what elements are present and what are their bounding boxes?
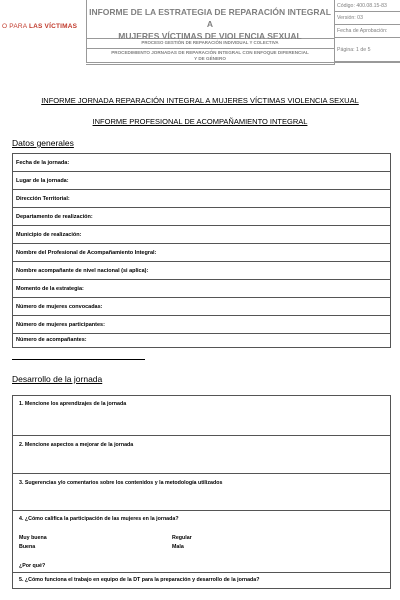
header-page: Página: 1 de 5 (335, 38, 400, 62)
table-row: Fecha de la jornada: (13, 154, 390, 172)
logo (2, 23, 77, 30)
header-divider (86, 62, 400, 63)
logo-strong: LAS VÍCTIMAS (28, 23, 78, 30)
table-row: Dirección Territorial: (13, 190, 390, 208)
option-regular: Regular (172, 535, 192, 541)
logo-cell (0, 0, 87, 62)
document-header (0, 0, 400, 78)
table-row: Número de mujeres convocadas: (13, 298, 390, 316)
header-procedure-line1: PROCEDIMIENTO JORNADAS DE REPARACIÓN INTEGRAL CON ENFOQUE DIFERENCIAL (111, 50, 309, 55)
table-row: Departamento de realización: (13, 208, 390, 226)
option-muy-buena: Muy buena (19, 535, 47, 541)
why-label: ¿Por qué? (19, 563, 46, 569)
question-4-text: 4. ¿Cómo califica la participación de las mujeres en la jornada? (19, 516, 179, 522)
header-title-cell (86, 0, 335, 39)
section-divider (12, 359, 145, 360)
header-process: PROCESO GESTIÓN DE REPARACIÓN INDIVIDUAL Y COLECTIVA (86, 38, 335, 49)
main-title: INFORME JORNADA REPARACIÓN INTEGRAL A MUJERES VÍCTIMAS VIOLENCIA SEXUAL (41, 96, 359, 105)
table-row: Nombre del Profesional de Acompañamiento Integral: (13, 244, 390, 262)
development-section-title: Desarrollo de la jornada (12, 374, 103, 384)
general-data-table (12, 153, 391, 348)
question-4 (13, 511, 390, 573)
table-row: Número de acompañantes: (16, 337, 87, 343)
question-3 (13, 474, 390, 511)
question-1-text: 1. Mencione los aprendizajes de la jornada (19, 401, 127, 407)
header-version: Versión: 03 (335, 12, 400, 25)
table-row: Municipio de realización: (13, 226, 390, 244)
question-2-text: 2. Mencione aspectos a mejorar de la jornada (19, 442, 134, 448)
header-code: Código: 400.08.15-83 (335, 0, 400, 12)
header-title-line1: INFORME DE LA ESTRATEGIA DE REPARACIÓN INTEGRAL A (89, 7, 331, 29)
option-mala: Mala (172, 544, 184, 550)
sub-title: INFORME PROFESIONAL DE ACOMPAÑAMIENTO INTEGRAL (92, 117, 308, 126)
question-5 (13, 573, 390, 588)
question-1 (13, 396, 390, 436)
question-3-text: 3. Sugerencias y/o comentarios sobre los contenidos y la metodología utilizados (19, 480, 223, 486)
logo-prefix: O PARA (2, 23, 27, 30)
header-procedure-line2: Y DE GÉNERO (194, 56, 226, 61)
question-2 (13, 436, 390, 474)
header-title-line2: MUJERES VÍCTIMAS DE VIOLENCIA SEXUAL (118, 31, 302, 41)
table-row: Lugar de la jornada: (13, 172, 390, 190)
development-questions-box (12, 395, 391, 589)
header-approval-date: Fecha de Aprobación: (335, 25, 400, 38)
table-row: Momento de la estrategia: (13, 280, 390, 298)
table-row: Nombre acompañante de nivel nacional (si aplica): (13, 262, 390, 280)
table-row: Número de mujeres participantes: (13, 316, 390, 334)
option-buena: Buena (19, 544, 36, 550)
question-5-text: 5. ¿Cómo funciona el trabajo en equipo de la DT para la preparación y desarrollo de la jornada? (19, 577, 260, 583)
general-section-title: Datos generales (12, 138, 74, 148)
